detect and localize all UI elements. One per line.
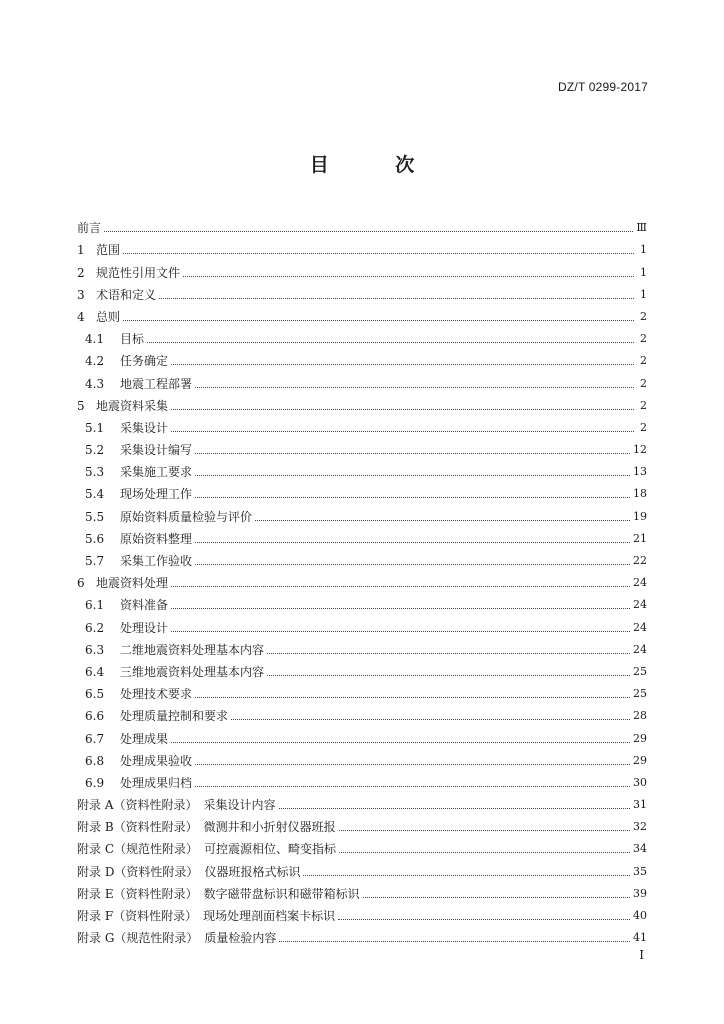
toc-entry-number: 2 (77, 265, 85, 280)
toc-entry-label: 范围 (96, 243, 121, 258)
toc-entry-label: 三维地震资料处理基本内容 (120, 664, 265, 679)
toc-entry-page: 13 (633, 465, 647, 479)
toc-entry-label: 采集施工要求 (120, 465, 193, 480)
toc-entry-label: 地震资料采集 (96, 398, 169, 413)
toc-entry[interactable] (77, 479, 647, 501)
toc-entry-page: 24 (633, 620, 647, 634)
toc-entry[interactable] (77, 812, 647, 834)
toc-entry[interactable] (77, 723, 647, 745)
toc-entry-page: 28 (633, 709, 647, 723)
toc-entry[interactable] (77, 701, 647, 723)
standard-code: DZ/T 0299-2017 (558, 80, 648, 94)
dot-leader (338, 915, 630, 920)
toc-entry-number: 5.4 (85, 487, 105, 502)
dot-leader (123, 316, 634, 321)
toc-entry-number: 6.3 (85, 642, 105, 657)
dot-leader (195, 449, 630, 454)
toc-entry-label: 微测井和小折射仪器班报 (203, 820, 336, 835)
toc-entry-page: Ⅲ (636, 221, 647, 235)
toc-entry-number: 5.2 (85, 443, 105, 458)
toc-entry[interactable] (77, 568, 647, 590)
toc-entry-label: 资料准备 (120, 598, 169, 613)
dot-leader (195, 383, 634, 388)
toc-entry-number: 5.7 (85, 554, 105, 568)
toc-entry[interactable] (77, 280, 647, 302)
dot-leader (123, 249, 634, 254)
dot-leader (303, 871, 630, 876)
toc-entry-number: 5 (77, 398, 85, 413)
toc-entry[interactable] (77, 679, 647, 701)
dot-leader (267, 671, 630, 676)
toc-entry-page: 19 (633, 509, 647, 523)
dot-leader (171, 582, 630, 587)
toc-entry-label: 总则 (96, 309, 121, 324)
toc-entry-page: 2 (640, 309, 647, 323)
toc-entry-number: 4 (77, 309, 85, 324)
toc-entry[interactable] (77, 302, 647, 324)
toc-entry-number: 3 (77, 287, 85, 302)
toc-entry[interactable] (77, 346, 647, 368)
toc-entry-number: 附录 C（规范性附录） (77, 842, 198, 857)
toc-entry-label: 采集设计编写 (120, 443, 193, 458)
toc-entry-page: 22 (633, 554, 647, 567)
toc-entry-page: 1 (640, 287, 647, 301)
toc-entry[interactable] (77, 856, 647, 878)
toc-entry-label: 地震工程部署 (120, 376, 193, 391)
dot-leader (195, 560, 630, 565)
toc-entry[interactable] (77, 257, 647, 279)
toc-entry-number: 4.1 (85, 332, 105, 347)
dot-leader (195, 538, 630, 543)
toc-entry[interactable] (77, 790, 647, 812)
toc-entry-page: 29 (633, 731, 647, 745)
toc-entry-page: 24 (633, 598, 647, 612)
dot-leader (195, 693, 630, 698)
table-of-contents (77, 213, 647, 945)
toc-entry-number: 1 (77, 243, 85, 258)
toc-entry-number: 附录 B（资料性附录） (77, 820, 198, 835)
dot-leader (195, 782, 630, 787)
toc-entry-page: 32 (633, 820, 647, 834)
toc-entry-label: 质量检验内容 (204, 931, 277, 946)
toc-entry-label: 任务确定 (120, 354, 169, 369)
toc-entry-page: 31 (633, 798, 647, 812)
toc-entry-page: 39 (633, 886, 647, 900)
dot-leader (195, 493, 630, 498)
toc-entry-label: 仪器班报格式标识 (204, 864, 301, 879)
toc-entry-number: 6 (77, 576, 85, 591)
toc-entry-number: 5.6 (85, 531, 105, 546)
toc-entry-page: 25 (633, 687, 647, 701)
toc-entry-page: 2 (640, 398, 647, 412)
toc-entry-page: 24 (633, 642, 647, 656)
toc-entry-label: 现场处理工作 (120, 487, 193, 502)
toc-entry[interactable] (77, 657, 647, 679)
dot-leader (195, 760, 630, 765)
toc-entry-page: 21 (633, 531, 647, 545)
toc-entry[interactable] (77, 501, 647, 523)
toc-entry[interactable] (77, 235, 647, 257)
dot-leader (255, 516, 630, 521)
toc-entry-label: 现场处理剖面档案卡标识 (203, 909, 336, 923)
toc-entry-page: 30 (633, 775, 647, 789)
toc-entry-label: 地震资料处理 (96, 576, 169, 591)
dot-leader (159, 294, 634, 299)
toc-entry-number: 附录 F（资料性附录） (77, 909, 198, 923)
toc-entry[interactable] (77, 834, 647, 856)
toc-entry-number: 附录 E（资料性附录） (77, 886, 198, 901)
toc-entry-page: 34 (633, 842, 647, 856)
toc-entry[interactable] (77, 368, 647, 390)
toc-entry-page: 2 (640, 354, 647, 368)
toc-entry-label: 二维地震资料处理基本内容 (120, 642, 265, 657)
toc-entry[interactable] (77, 612, 647, 634)
toc-entry-number: 6.7 (85, 731, 105, 746)
toc-entry-page: 2 (640, 420, 647, 434)
dot-leader (171, 738, 630, 743)
dot-leader (147, 338, 634, 343)
toc-entry[interactable] (77, 546, 647, 568)
toc-entry-label: 处理质量控制和要求 (120, 709, 229, 724)
toc-entry-label: 采集工作验收 (120, 554, 193, 568)
toc-entry[interactable] (77, 457, 647, 479)
toc-entry-page: 29 (633, 753, 647, 767)
toc-entry-label: 处理技术要求 (120, 687, 193, 702)
toc-entry[interactable] (77, 324, 647, 346)
dot-leader (171, 360, 634, 365)
dot-leader (171, 604, 630, 609)
toc-entry-number: 6.1 (85, 598, 105, 613)
toc-entry[interactable] (77, 923, 647, 945)
toc-entry-number: 4.3 (85, 376, 105, 391)
toc-entry[interactable] (77, 879, 647, 901)
toc-entry-page: 41 (633, 931, 647, 945)
toc-entry[interactable] (77, 524, 647, 546)
toc-entry-label: 可控震源相位、畸变指标 (204, 842, 337, 857)
dot-leader (171, 627, 630, 632)
toc-entry-number: 6.6 (85, 709, 105, 724)
toc-entry[interactable] (77, 901, 647, 923)
toc-entry-number: 6.9 (85, 775, 105, 790)
toc-entry-number: 附录 D（资料性附录） (77, 864, 199, 879)
toc-entry-label: 采集设计内容 (203, 798, 276, 813)
toc-entry[interactable] (77, 590, 647, 612)
dot-leader (339, 826, 630, 831)
dot-leader (183, 272, 634, 277)
dot-leader (195, 471, 630, 476)
toc-entry-number: 5.5 (85, 509, 105, 524)
dot-leader (279, 804, 631, 809)
toc-entry-label: 处理成果验收 (120, 753, 193, 768)
toc-entry-page: 1 (640, 265, 647, 279)
toc-entry[interactable] (77, 635, 647, 657)
dot-leader (171, 405, 634, 410)
dot-leader (171, 427, 634, 432)
toc-entry-label: 术语和定义 (96, 287, 157, 302)
toc-entry-label: 规范性引用文件 (96, 265, 181, 280)
toc-entry-number: 6.5 (85, 687, 105, 702)
toc-entry-label: 目标 (120, 332, 145, 347)
toc-entry[interactable] (77, 213, 647, 235)
toc-entry-page: 25 (633, 664, 647, 678)
toc-entry-page: 40 (633, 909, 647, 922)
toc-entry-number: 5.3 (85, 465, 105, 480)
toc-entry-label: 处理成果归档 (120, 775, 193, 790)
toc-entry[interactable] (77, 435, 647, 457)
toc-entry-number: 附录 A（资料性附录） (77, 798, 198, 813)
toc-entry-label: 处理成果 (120, 731, 169, 746)
toc-entry-page: 2 (640, 376, 647, 390)
toc-entry-label: 采集设计 (120, 420, 169, 435)
toc-entry-label: 原始资料整理 (120, 531, 193, 546)
toc-entry-page: 24 (633, 576, 647, 590)
dot-leader (339, 848, 630, 853)
dot-leader (363, 893, 630, 898)
dot-leader (104, 227, 633, 232)
toc-entry-label: 数字磁带盘标识和磁带箱标识 (203, 886, 360, 901)
toc-entry-number: 6.4 (85, 664, 105, 679)
toc-entry-page: 18 (633, 487, 647, 501)
toc-entry-number: 6.8 (85, 753, 105, 768)
toc-entry-label: 前言 (77, 221, 102, 236)
toc-entry-number: 附录 G（规范性附录） (77, 931, 199, 946)
toc-entry-label: 原始资料质量检验与评价 (120, 509, 253, 524)
toc-entry-number: 6.2 (85, 620, 105, 635)
toc-entry-label: 处理设计 (120, 620, 169, 635)
dot-leader (279, 937, 630, 942)
toc-entry-page: 1 (640, 243, 647, 257)
toc-entry-page: 12 (633, 443, 647, 457)
dot-leader (267, 649, 630, 654)
toc-entry[interactable] (77, 768, 647, 790)
page-number: I (639, 948, 644, 962)
toc-entry-page: 2 (640, 332, 647, 346)
dot-leader (231, 715, 630, 720)
page-title: 目 次 (309, 154, 445, 176)
toc-entry-number: 5.1 (85, 420, 105, 435)
toc-entry-number: 4.2 (85, 354, 105, 369)
toc-entry[interactable] (77, 391, 647, 413)
toc-entry[interactable] (77, 746, 647, 768)
toc-entry[interactable] (77, 413, 647, 435)
toc-entry-page: 35 (633, 864, 647, 878)
